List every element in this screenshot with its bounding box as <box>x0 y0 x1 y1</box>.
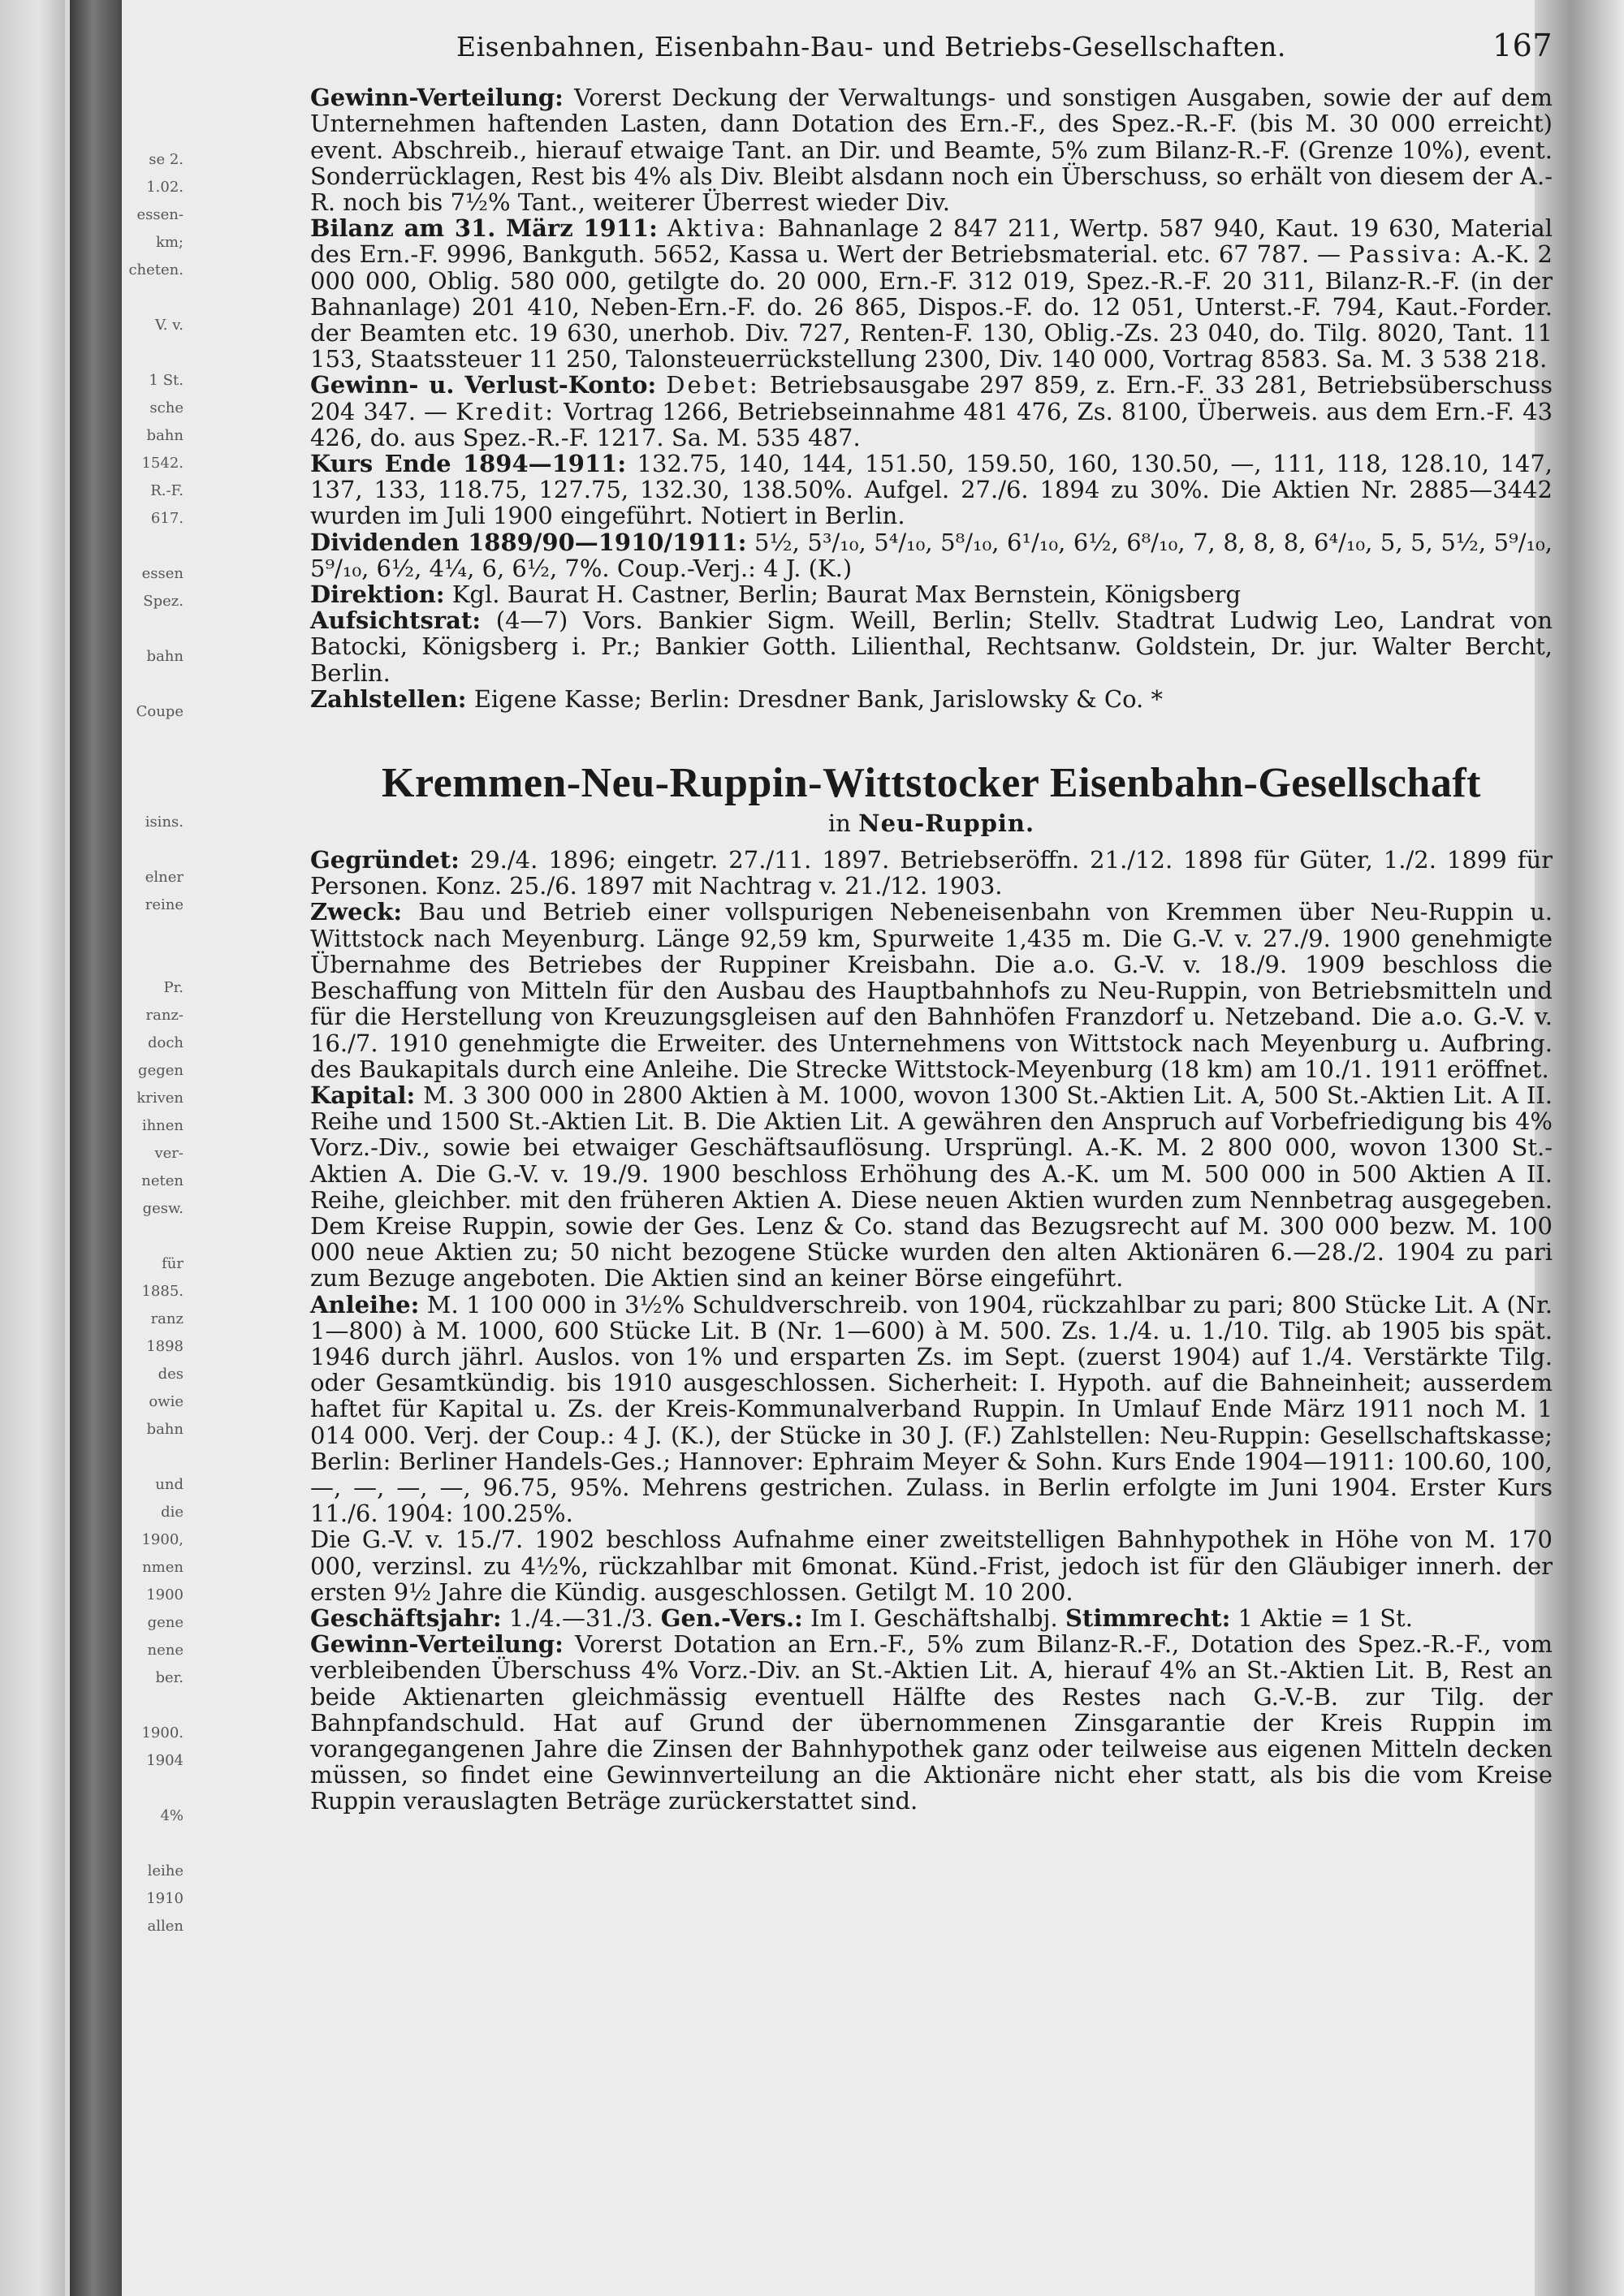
margin-fragment <box>123 726 184 753</box>
margin-fragment: 4% <box>160 1807 184 1824</box>
paragraph-bilanz <box>310 215 1553 372</box>
label-gewinn-verteilung: Gewinn-Verteilung: <box>310 84 564 112</box>
margin-fragment: doch <box>147 1034 184 1051</box>
margin-fragment: ranz <box>150 1310 184 1327</box>
label-aktiva: Aktiva: <box>667 214 768 243</box>
margin-fragment <box>123 753 184 781</box>
label-dividenden: Dividenden 1889/90—1910/1911: <box>310 528 747 556</box>
label-gewinn-verlust: Gewinn- u. Verlust-Konto: <box>310 371 657 399</box>
text-anleihe: M. 1 100 000 in 3½% Schuldverschreib. von 1904, rückzahlbar zu pari; 800 Stücke Lit. A (Nr. 1—800) à M. 1000, 600 Stücke Lit. B (Nr. 1—600) à M. 500. Zs. 1./4. u. 1./10. Tilg. ab 1905 bis spät. 1946 durch jährl. Auslos. von 1% und ersparten Zs. im Sept. (zuerst 1904) auf 1./4. Verstärkte Tilg. oder Gesamtkündig. bis 1910 ausgeschlossen. Sicherheit: I. Hypoth. auf die Bahneinheit; ausserdem haftet für Kapital u. Zs. der Kreis-Kommunalverband Ruppin. In Umlauf Ende März 1911 noch M. 1 014 000. Verj. der Coup.: 4 J. (K.), der Stücke in 30 J. (F.) Zahlstellen: Neu-Ruppin: Gesellschaftskasse; Berlin: Berliner Handels-Ges.; Hannover: Ephraim Meyer & Sohn. Kurs Ende 1904—1911: 100.60, 100, —, —, —, —, 96.75, 95%. Mehrens gestrichen. Zulass. in Berlin erfolgte im Juni 1904. Erster Kurs 11./6. 1904: 100.25%. <box>310 1290 1553 1528</box>
margin-fragment: cheten. <box>128 261 184 278</box>
text-dividenden: 5½, 5³/₁₀, 5⁴/₁₀, 5⁸/₁₀, 6¹/₁₀, 6½, 6⁸/₁₀, 7, 8, 8, 8, 6⁴/₁₀, 5, 5, 5½, 5⁹/₁₀, 5⁹/₁₀, 6½, 4¼, 6, 6½, 7%. Coup.-Verj.: 4 J. (K.) <box>310 528 1553 582</box>
margin-fragment <box>123 1444 184 1471</box>
margin-fragment: gegen <box>138 1062 184 1079</box>
margin-fragment: 1900. <box>141 1724 184 1741</box>
margin-fragment: 1 St. <box>149 372 184 389</box>
label-kurs: Kurs Ende 1894—1911: <box>310 450 627 478</box>
margin-fragment: sche <box>149 399 184 416</box>
label-geschaeftsjahr: Geschäftsjahr: <box>310 1603 502 1632</box>
text-zweck: Bau und Betrieb einer vollspurigen Nebeneisenbahn von Kremmen über Neu-Ruppin u. Wittstock nach Meyenburg. Länge 92,59 km, Spurweite 1,435 m. Die G.-V. v. 27./9. 1900 genehmigte Übernahme des Betriebes der Ruppiner Kreisbahn. Die a.o. G.-V. v. 18./9. 1909 beschloss die Beschaffung von Mitteln für den Ausbau des Hauptbahnhofs zu Neu-Ruppin, von Betriebsmitteln und für die Herstellung von Kreuzungsgleisen auf den Bahnhöfen Franzdorf u. Netzeband. Die a.o. G.-V. v. 16./7. 1910 genehmigte die Erweiter. des Unternehmens von Wittstock nach Meyenburg u. Aufbring. des Baukapitals durch eine Anleihe. Die Strecke Wittstock-Meyenburg (18 km) am 10./1. 1911 eröffnet. <box>310 898 1553 1083</box>
running-head-title: Eisenbahnen, Eisenbahn-Bau- und Betriebs-Gesellschaften. <box>456 31 1286 63</box>
page-text <box>310 28 1553 1815</box>
seat-place: Neu-Ruppin. <box>858 809 1035 838</box>
paragraph-gewinn-verlust <box>310 372 1553 451</box>
margin-fragment: Pr. <box>163 979 184 996</box>
margin-fragment <box>123 1223 184 1250</box>
left-margin-fragments <box>123 146 184 1940</box>
document-page <box>122 0 1553 2296</box>
margin-fragment: gesw. <box>142 1200 184 1217</box>
margin-fragment: bahn <box>146 427 184 444</box>
margin-fragment: leihe <box>147 1862 184 1880</box>
paragraph-aufsichtsrat <box>310 607 1553 686</box>
margin-fragment: für <box>162 1255 184 1272</box>
text-gewinn-verteilung-2: Vorerst Dotation an Ern.-F., 5% zum Bilanz-R.-F., Dotation des Spez.-R.-F., vom verbleibenden Überschuss 4% Vorz.-Div. an St.-Aktien Lit. A, hierauf 4% an St.-Aktien Lit. B, Rest an beide Aktienarten gleichmässig eventuell Hälfte des Restes nach G.-V.-B. zur Tilg. der Bahnpfandschuld. Hat auf Grund der übernommenen Zinsgarantie der Kreis Ruppin im vorangegangenen Jahre die Zinsen der Bahnhypothek ganz oder teilweise aus eigenen Mitteln decken müssen, so findet eine Gewinnverteilung an die Aktionäre nicht eher statt, als bis die vom Kreise Ruppin verauslagten Beträge zurückerstattet sind. <box>310 1630 1553 1815</box>
text-aufsichtsrat: (4—7) Vors. Bankier Sigm. Weill, Berlin; Stellv. Stadtrat Ludwig Leo, Landrat von Batocki, Königsberg i. Pr.; Bankier Gotth. Lilienthal, Rechtsanw. Goldstein, Dr. jur. Walter Bercht, Berlin. <box>310 606 1553 687</box>
paragraph-gewinn-verteilung-2 <box>310 1631 1553 1814</box>
paragraph-anleihe <box>310 1292 1553 1527</box>
margin-fragment <box>123 339 184 367</box>
label-gen-vers: Gen.-Vers.: <box>660 1603 803 1632</box>
margin-fragment <box>123 615 184 643</box>
margin-fragment: 1.02. <box>146 179 184 196</box>
margin-fragment <box>123 533 184 560</box>
paragraph-dividenden <box>310 529 1553 581</box>
margin-fragment: isins. <box>145 814 184 831</box>
paragraph-geschaeftsjahr <box>310 1605 1553 1631</box>
paragraph-zahlstellen <box>310 686 1553 712</box>
label-gewinn-verteilung-2: Gewinn-Verteilung: <box>310 1630 564 1659</box>
text-direktion: Kgl. Baurat H. Castner, Berlin; Baurat Max Bernstein, Königsberg <box>444 580 1242 609</box>
margin-fragment <box>123 836 184 864</box>
label-anleihe: Anleihe: <box>310 1290 420 1318</box>
margin-fragment: se 2. <box>149 151 184 168</box>
paragraph-gewinn-verteilung-1 <box>310 84 1553 215</box>
margin-fragment: 1904 <box>146 1752 184 1769</box>
margin-fragment: des <box>158 1366 184 1383</box>
paragraph-kurs <box>310 451 1553 529</box>
margin-fragment: ber. <box>155 1669 184 1686</box>
text-kapital: M. 3 300 000 in 2800 Aktien à M. 1000, wovon 1300 St.-Aktien Lit. A, 500 St.-Aktien Lit. A II. Reihe und 1500 St.-Aktien Lit. B. Die Aktien Lit. A gewähren den Anspruch auf Vorbefriedigung bis 4% Vorz.-Div., sowie bei etwaiger Geschäftsauflösung. Ursprüngl. A.-K. M. 2 800 000, wovon 1300 St.-Aktien A. Die G.-V. v. 19./9. 1900 beschloss Erhöhung des A.-K. um M. 500 000 in 500 Aktien A II. Reihe, gleichber. mit den früheren Aktien A. Diese neuen Aktien wurden zum Nennbetrag ausgegeben. Dem Kreise Ruppin, sowie der Ges. Lenz & Co. stand das Bezugsrecht auf M. 300 000 bezw. M. 100 000 neue Aktien zu; 50 nicht bezogene Stücke wurden den alten Aktionären 6.—28./2. 1904 zu pari zum Bezuge angeboten. Die Aktien sind an keiner Börse eingeführt. <box>310 1081 1553 1293</box>
previous-page-edge <box>0 0 65 2296</box>
label-direktion: Direktion: <box>310 580 445 609</box>
paragraph-gegruendet <box>310 847 1553 899</box>
margin-fragment: kriven <box>136 1090 184 1107</box>
paragraph-zweck <box>310 899 1553 1081</box>
margin-fragment <box>123 919 184 947</box>
text-gewinn-verteilung: Vorerst Deckung der Verwaltungs- und sonstigen Ausgaben, sowie der auf dem Unternehmen haftenden Lasten, dann Dotation des Ern.-F., des Spez.-R.-F. (bis M. 30 000 erreicht) event. Abschreib., hierauf etwaige Tant. an Dir. und Beamte, 5% zum Bilanz-R.-F. (Grenze 10%), event. Sonderrücklagen, Rest bis 4% als Div. Bleibt alsdann noch ein Überschuss, so erhält von diesem der A.-R. noch bis 7½% Tant., weiterer Überrest wieder Div. <box>310 84 1553 217</box>
text-debet: Betriebsausgabe 297 859, z. Ern.-F. 33 281, Betriebsüberschuss 204 347. — <box>310 371 1553 425</box>
margin-fragment: 1542. <box>141 455 184 472</box>
margin-fragment: ver- <box>154 1145 184 1162</box>
margin-fragment: km; <box>155 234 184 251</box>
margin-fragment <box>123 1830 184 1858</box>
margin-fragment: Coupe <box>136 703 184 720</box>
margin-fragment: nmen <box>142 1559 184 1576</box>
label-kredit: Kredit: <box>456 397 556 425</box>
text-stimmrecht: 1 Aktie = 1 St. <box>1230 1603 1413 1632</box>
margin-fragment: Spez. <box>143 593 184 610</box>
label-bilanz: Bilanz am 31. März 1911: <box>310 214 658 243</box>
text-kurs: 132.75, 140, 144, 151.50, 159.50, 160, 130.50, —, 111, 118, 128.10, 147, 137, 133, 118.75, 127.75, 132.30, 138.50%. Aufgel. 27./6. 1894 zu 30%. Die Aktien Nr. 2885—3442 wurden im Juli 1900 eingeführt. Notiert in Berlin. <box>310 450 1553 530</box>
margin-fragment: und <box>155 1476 184 1493</box>
text-zahlstellen: Eigene Kasse; Berlin: Dresdner Bank, Jarislowsky & Co. * <box>466 684 1163 713</box>
margin-fragment: 617. <box>150 510 184 527</box>
text-passiva: A.-K. 2 000 000, Oblig. 580 000, getilgte do. 20 000, Ern.-F. 312 019, Spez.-R.-F. 20 311, Bilanz-R.-F. (in der Bahnanlage) 201 410, Neben-Ern.-F. do. 26 865, Dispos.-F. do. 12 051, Unterst.-F. 794, Kaut.-Forder. der Beamten etc. 19 630, unerhob. Div. 727, Renten-F. 130, Oblig.-Zs. 23 040, do. Tilg. 8020, Tant. 11 153, Staatssteuer 11 250, Talonsteuerrückstellung 2300, Div. 140 000, Vortrag 8583. Sa. M. 3 538 218. <box>310 240 1553 373</box>
text-kredit: Vortrag 1266, Betriebseinnahme 481 476, Zs. 8100, Überweis. aus dem Ern.-F. 43 426, do. aus Spez.-R.-F. 1217. Sa. M. 535 487. <box>310 397 1553 451</box>
margin-fragment: bahn <box>146 648 184 665</box>
margin-fragment <box>123 1692 184 1720</box>
margin-fragment: gene <box>147 1614 184 1631</box>
margin-fragment: 1900, <box>141 1531 184 1548</box>
company-seat <box>310 808 1553 839</box>
margin-fragment: V. v. <box>154 317 184 334</box>
margin-fragment <box>123 781 184 809</box>
margin-fragment: ihnen <box>141 1117 184 1134</box>
text-gen-vers: Im I. Geschäftshalbj. <box>802 1603 1065 1632</box>
margin-fragment: bahn <box>146 1421 184 1438</box>
margin-fragment: 1910 <box>146 1890 184 1907</box>
margin-fragment: ranz- <box>145 1007 184 1024</box>
company-title: Kremmen-Neu-Ruppin-Wittstocker Eisenbahn-Gesellschaft <box>382 760 1481 807</box>
paragraph-kapital <box>310 1082 1553 1292</box>
text-geschaeftsjahr: 1./4.—31./3. <box>501 1603 661 1632</box>
margin-fragment <box>123 284 184 312</box>
text-aktiva: Bahnanlage 2 847 211, Wertp. 587 940, Kaut. 19 630, Material des Ern.-F. 9996, Bankguth. 5652, Kassa u. Wert der Betriebsmaterial. etc. 67 787. — <box>310 214 1553 269</box>
label-gegruendet: Gegründet: <box>310 846 460 874</box>
margin-fragment <box>123 1775 184 1802</box>
margin-fragment: die <box>161 1504 184 1521</box>
label-passiva: Passiva: <box>1348 240 1464 269</box>
margin-fragment: allen <box>147 1918 184 1935</box>
margin-fragment: 1900 <box>146 1586 184 1603</box>
label-aufsichtsrat: Aufsichtsrat: <box>310 606 482 635</box>
label-stimmrecht: Stimmrecht: <box>1065 1603 1231 1632</box>
margin-fragment: R.-F. <box>150 482 184 499</box>
margin-fragment: reine <box>145 896 184 913</box>
label-zahlstellen: Zahlstellen: <box>310 684 467 713</box>
label-zweck: Zweck: <box>310 898 403 926</box>
margin-fragment: 1885. <box>141 1283 184 1300</box>
margin-fragment: essen <box>141 565 184 582</box>
margin-fragment <box>123 671 184 698</box>
seat-prefix: in <box>827 809 859 838</box>
book-binding-gutter <box>70 0 122 2296</box>
paragraph-hypothek: Die G.-V. v. 15./7. 1902 beschloss Aufnahme einer zweitstelligen Bahnhypothek in Höhe von M. 170 000, verzinsl. zu 4½%, rückzahlbar mit 6monat. Künd.-Frist, jedoch ist für den Gläubiger innerh. der ersten 9½ Jahre die Kündig. ausgeschlossen. Getilgt M. 10 200. <box>310 1526 1553 1606</box>
margin-fragment <box>123 947 184 974</box>
text-gegruendet: 29./4. 1896; eingetr. 27./11. 1897. Betriebseröffn. 21./12. 1898 für Güter, 1./2. 1899 für Personen. Konz. 25./6. 1897 mit Nachtrag v. 21./12. 1903. <box>310 846 1553 900</box>
paragraph-direktion <box>310 581 1553 607</box>
running-header <box>310 28 1553 63</box>
margin-fragment: nene <box>147 1642 184 1659</box>
label-kapital: Kapital: <box>310 1081 416 1109</box>
margin-fragment: elner <box>145 869 184 886</box>
margin-fragment: neten <box>141 1172 184 1189</box>
page-number: 167 <box>1492 28 1553 63</box>
margin-fragment: owie <box>149 1393 184 1410</box>
label-debet: Debet: <box>666 371 760 399</box>
margin-fragment: essen- <box>136 206 184 223</box>
margin-fragment: 1898 <box>146 1338 184 1355</box>
